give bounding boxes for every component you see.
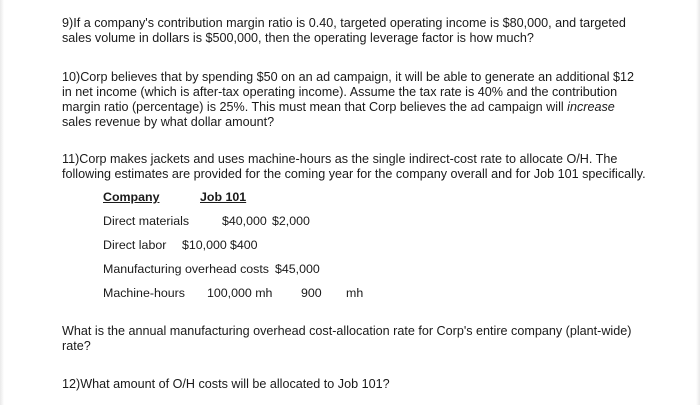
table-header-company: Company [103,190,160,204]
question-11 [62,152,662,182]
question-10-line-1: 10)Corp believes that by spending $50 on an ad campaign, it will be able to generate an additional $12 [62,70,635,84]
question-11-follow-up [62,324,662,354]
question-11-line-1: 11)Corp makes jackets and uses machine-hours as the single indirect-cost rate to allocate O/H. The [62,152,618,166]
page-edge-right [696,0,700,405]
question-12 [62,377,662,392]
table-header-job: Job 101 [200,190,247,204]
row-machine-hours-company: 100,000 mh [207,286,273,300]
question-10-emphasis: increase [567,100,615,114]
row-direct-labor-label: Direct labor [103,238,167,252]
question-9-line-2: sales volume in dollars is $500,000, then the operating leverage factor is how much? [62,31,534,45]
row-mfg-overhead-label: Manufacturing overhead costs [103,262,269,276]
question-11-follow-up-line-2: rate? [62,339,91,353]
row-machine-hours-job: 900 [301,286,322,300]
question-9-line-1: 9)If a company's contribution margin ratio is 0.40, targeted operating income is $80,000, and targeted [62,16,626,30]
question-10-line-3-text: margin ratio (percentage) is 25%. This must mean that Corp believes the ad campaign will [62,100,568,114]
row-direct-materials-company: $40,000 [222,214,267,228]
row-direct-labor-company: $10,000 [182,238,227,252]
question-12-line-1: 12)What amount of O/H costs will be allocated to Job 101? [62,377,390,391]
question-11-line-2: following estimates are provided for the coming year for the company overall and for Job 101 specifically. [62,167,646,181]
row-direct-materials-job: $2,000 [272,214,310,228]
row-direct-labor-job: $400 [230,238,258,252]
page-edge-left [0,0,4,405]
question-10-line-3 [62,100,662,115]
row-mfg-overhead-company: $45,000 [275,262,320,276]
row-machine-hours-unit: mh [346,286,364,300]
row-direct-materials-label: Direct materials [103,214,190,228]
question-9 [62,16,662,46]
question-10-line-4: sales revenue by what dollar amount? [62,115,275,129]
question-10 [62,70,662,130]
question-11-follow-up-line-1: What is the annual manufacturing overhead cost-allocation rate for Corp's entire company (plant-wide) [62,324,632,338]
row-machine-hours-label: Machine-hours [103,286,185,300]
question-10-line-2: in net income (which is after-tax operating income). Assume the tax rate is 40% and the contribution [62,85,618,99]
